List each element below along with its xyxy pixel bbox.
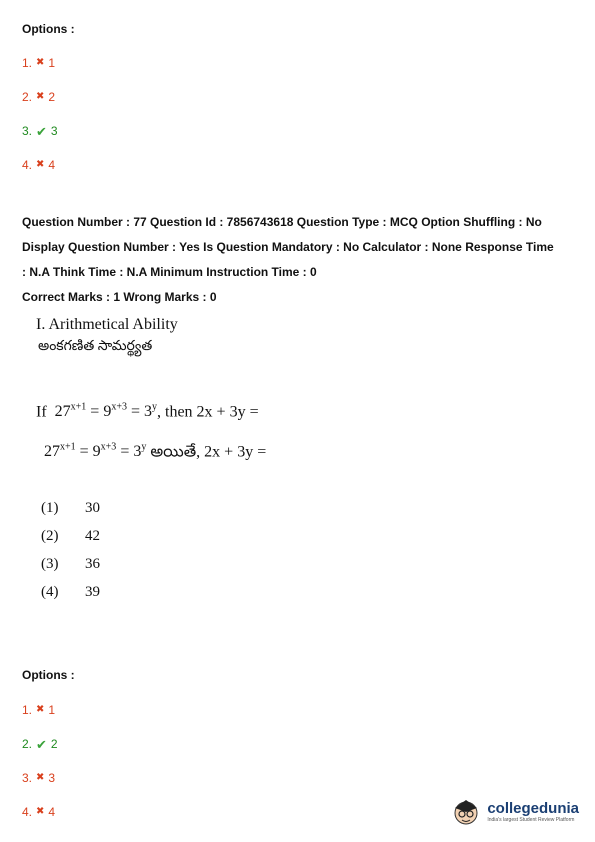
meta-line: Display Question Number : Yes Is Question Mandatory : No Calculator : None Response Time bbox=[22, 240, 554, 254]
option-value: 2 bbox=[48, 90, 56, 104]
check-icon: ✔ bbox=[36, 123, 47, 139]
option-1 bbox=[22, 703, 55, 717]
cross-icon: ✖ bbox=[36, 772, 45, 783]
logo-tagline: India's largest Student Review Platform bbox=[487, 816, 575, 823]
meta-line: : N.A Think Time : N.A Minimum Instruction Time : 0 bbox=[22, 265, 317, 279]
options-heading: Options : bbox=[22, 22, 75, 36]
option-number: 3. bbox=[22, 771, 33, 785]
section-title-english: I. Arithmetical Ability bbox=[36, 316, 178, 333]
option-3 bbox=[22, 771, 55, 785]
collegedunia-logo bbox=[449, 794, 579, 828]
choice-number: (2) bbox=[41, 528, 59, 544]
option-number: 1. bbox=[22, 56, 33, 70]
choice-1 bbox=[41, 500, 100, 517]
option-value: 2 bbox=[50, 737, 58, 751]
cross-icon: ✖ bbox=[36, 57, 45, 68]
choice-value: 42 bbox=[85, 528, 100, 544]
option-4 bbox=[22, 805, 55, 819]
equation: $27^{x+1} = 9^{x+3} = 3^y$ bbox=[44, 442, 147, 461]
mascot-icon bbox=[449, 794, 483, 828]
choice-value: 39 bbox=[85, 584, 100, 600]
option-value: 4 bbox=[48, 158, 56, 172]
choice-number: (3) bbox=[41, 556, 59, 572]
meta-line: Question Number : 77 Question Id : 7856743618 Question Type : MCQ Option Shuffling : No bbox=[22, 215, 542, 229]
question-english bbox=[36, 402, 259, 421]
options-heading: Options : bbox=[22, 668, 75, 682]
cross-icon: ✖ bbox=[36, 806, 45, 817]
check-icon: ✔ bbox=[36, 736, 47, 752]
question-telugu-suffix: అయితే, 2x + 3y = bbox=[150, 443, 267, 461]
equation: $27^{x+1} = 9^{x+3} = 3^y$ bbox=[54, 402, 157, 421]
option-number: 3. bbox=[22, 124, 33, 138]
option-2 bbox=[22, 737, 58, 751]
logo-name: collegedunia bbox=[487, 799, 579, 817]
choice-2 bbox=[41, 528, 100, 545]
choice-value: 36 bbox=[85, 556, 100, 572]
option-4 bbox=[22, 158, 55, 172]
marks-line: Correct Marks : 1 Wrong Marks : 0 bbox=[22, 290, 217, 304]
option-value: 3 bbox=[50, 124, 58, 138]
question-telugu bbox=[44, 442, 266, 464]
option-value: 1 bbox=[48, 703, 56, 717]
option-value: 3 bbox=[48, 771, 56, 785]
cross-icon: ✖ bbox=[36, 91, 45, 102]
question-if: If bbox=[36, 403, 47, 421]
option-number: 2. bbox=[22, 90, 33, 104]
option-number: 4. bbox=[22, 805, 33, 819]
option-value: 4 bbox=[48, 805, 56, 819]
option-number: 2. bbox=[22, 737, 33, 751]
section-title-telugu: అంకగణిత సామర్థ్యత bbox=[38, 339, 153, 354]
question-then: , then 2x + 3y = bbox=[157, 403, 259, 421]
option-number: 1. bbox=[22, 703, 33, 717]
cross-icon: ✖ bbox=[36, 704, 45, 715]
option-value: 1 bbox=[48, 56, 56, 70]
choice-3 bbox=[41, 556, 100, 573]
option-2 bbox=[22, 90, 55, 104]
choice-4 bbox=[41, 584, 100, 601]
option-number: 4. bbox=[22, 158, 33, 172]
option-3 bbox=[22, 124, 58, 138]
choice-value: 30 bbox=[85, 500, 100, 516]
choice-number: (1) bbox=[41, 500, 59, 516]
choice-number: (4) bbox=[41, 584, 59, 600]
question-meta bbox=[22, 210, 582, 310]
option-1 bbox=[22, 56, 55, 70]
cross-icon: ✖ bbox=[36, 159, 45, 170]
